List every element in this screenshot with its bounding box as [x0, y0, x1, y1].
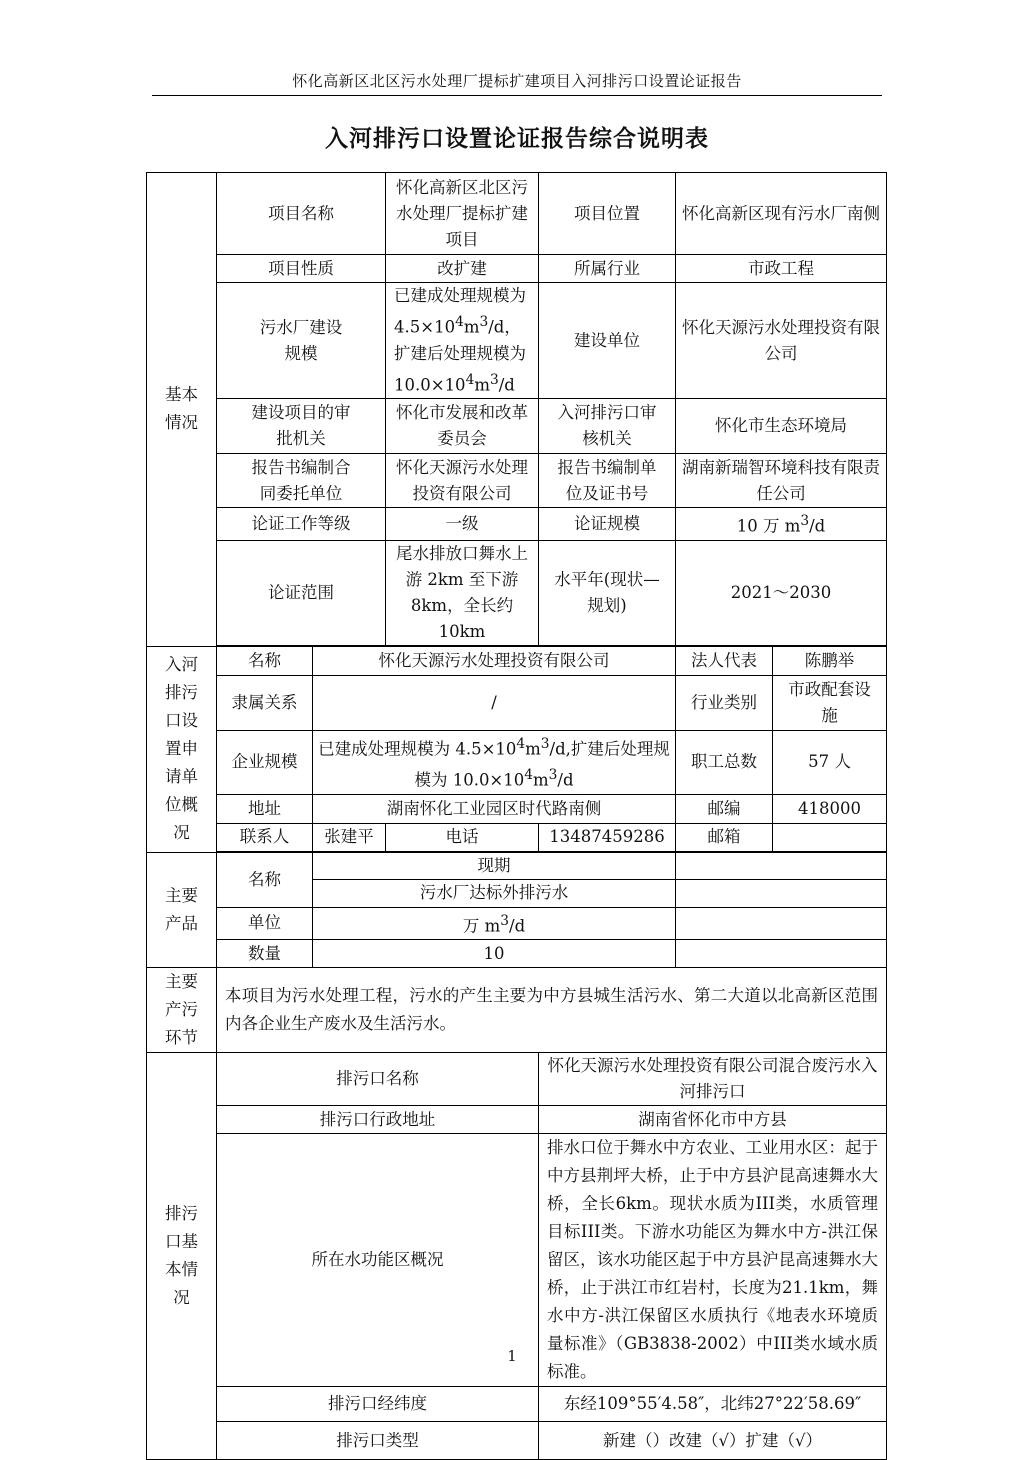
value-product-unit: 万 $m^3/d$ — [313, 907, 676, 940]
label-grade: 论证工作等级 — [217, 508, 386, 541]
value-product-period: 现期 — [313, 852, 676, 879]
value-staff-count: 57 人 — [773, 730, 887, 794]
value-outlet-approver: 怀化市生态环境局 — [676, 399, 887, 454]
label-outlet-coords: 排污口经纬度 — [217, 1387, 539, 1422]
label-client: 报告书编制合同委托单位 — [217, 454, 386, 508]
label-product-qty: 数量 — [217, 940, 313, 968]
value-project-location: 怀化高新区现有污水厂南侧 — [676, 173, 887, 255]
label-phone: 电话 — [386, 823, 539, 851]
pollution-description: 本项目为污水处理工程，污水的产生主要为中方县城生活污水、第二大道以北高新区范围内各企业生产废水及生活污水。 — [217, 968, 887, 1053]
label-water-function: 所在水功能区概况 — [217, 1134, 539, 1387]
label-project-nature: 项目性质 — [217, 255, 386, 283]
label-range: 论证范围 — [217, 540, 386, 645]
value-project-name: 怀化高新区北区污水处理厂提标扩建项目 — [386, 173, 539, 255]
label-product-name: 名称 — [217, 852, 313, 907]
value-outlet-type: 新建（）改建（√）扩建（√） — [539, 1422, 887, 1460]
label-approver: 建设项目的审批机关 — [217, 399, 386, 454]
label-plant-scale: 污水厂建设规模 — [217, 283, 386, 399]
label-org-name: 名称 — [217, 646, 313, 675]
label-industry-category: 行业类别 — [676, 675, 773, 730]
label-outlet-name: 排污口名称 — [217, 1053, 539, 1106]
value-approver: 怀化市发展和改革委员会 — [386, 399, 539, 454]
label-outlet-approver: 入河排污口审核机关 — [539, 399, 676, 454]
value-outlet-coords: 东经109°55′4.58″，北纬27°22′58.69″ — [539, 1387, 887, 1422]
label-project-name: 项目名称 — [217, 173, 386, 255]
value-email — [773, 823, 887, 851]
value-affiliation: / — [313, 675, 676, 730]
label-staff-count: 职工总数 — [676, 730, 773, 794]
label-demo-scale: 论证规模 — [539, 508, 676, 541]
page-title: 入河排污口设置论证报告综合说明表 — [325, 125, 709, 152]
value-org-name: 怀化天源污水处理投资有限公司 — [313, 646, 676, 675]
section-applicant-label: 入河排污口设置申请单位概况 — [147, 646, 217, 852]
label-writer: 报告书编制单位及证书号 — [539, 454, 676, 508]
value-legal-rep: 陈鹏举 — [773, 646, 887, 675]
value-range: 尾水排放口舞水上游 2km 至下游 8km，全长约 10km — [386, 540, 539, 645]
value-water-function: 排水口位于舞水中方农业、工业用水区：起于中方县荆坪大桥，止于中方县沪昆高速舞水大桥，全长6km。现状水质为III类，水质管理目标III类。下游水功能区为舞水中方-洪江保留区，该水功能区起于中方县沪昆高速舞水大桥，止于洪江市红岩村，长度为21.1km，舞水中方-洪江保留区水质执行《地表水环境质量标准》（GB3838-2002）中III类水域水质标准。 — [539, 1134, 887, 1387]
section-pollution-label: 主要产污环节 — [147, 968, 217, 1053]
label-project-location: 项目位置 — [539, 173, 676, 255]
value-contact: 张建平 — [313, 823, 386, 851]
label-outlet-type: 排污口类型 — [217, 1422, 539, 1460]
value-postcode: 418000 — [773, 794, 887, 823]
summary-table — [146, 172, 887, 1460]
value-builder: 怀化天源污水处理投资有限公司 — [676, 283, 887, 399]
label-outlet-admin: 排污口行政地址 — [217, 1106, 539, 1134]
label-email: 邮箱 — [676, 823, 773, 851]
value-plant-scale: 已建成处理规模为$4.5\times 10^4m^3/d$，扩建后处理规模为$10.0\times 10^4m^3/d$ — [386, 283, 539, 399]
value-industry-category: 市政配套设施 — [773, 675, 887, 730]
value-product-name: 污水厂达标外排污水 — [313, 879, 676, 907]
value-phone: 13487459286 — [539, 823, 676, 851]
label-enterprise-scale: 企业规模 — [217, 730, 313, 794]
label-contact: 联系人 — [217, 823, 313, 851]
value-outlet-admin: 湖南省怀化市中方县 — [539, 1106, 887, 1134]
label-horizon-year: 水平年(现状—规划) — [539, 540, 676, 645]
running-header: 怀化高新区北区污水处理厂提标扩建项目入河排污口设置论证报告 — [292, 72, 742, 90]
value-address: 湖南怀化工业园区时代路南侧 — [313, 794, 676, 823]
label-product-unit: 单位 — [217, 907, 313, 940]
value-grade: 一级 — [386, 508, 539, 541]
value-writer: 湖南新瑞智环境科技有限责任公司 — [676, 454, 887, 508]
label-builder: 建设单位 — [539, 283, 676, 399]
value-enterprise-scale: 已建成处理规模为 $4.5\times 10^4m^3/d$,扩建后处理规模为 $10.0\times 10^4m^3/d$ — [313, 730, 676, 794]
section-products-label: 主要产品 — [147, 852, 217, 968]
label-postcode: 邮编 — [676, 794, 773, 823]
label-address: 地址 — [217, 794, 313, 823]
product-blank-4 — [676, 940, 887, 968]
product-blank-2 — [676, 879, 887, 907]
value-industry: 市政工程 — [676, 255, 887, 283]
page-number: 1 — [507, 1347, 517, 1365]
label-industry: 所属行业 — [539, 255, 676, 283]
value-client: 怀化天源污水处理投资有限公司 — [386, 454, 539, 508]
value-horizon-year: 2021～2030 — [676, 540, 887, 645]
product-blank-1 — [676, 852, 887, 879]
product-blank-3 — [676, 907, 887, 940]
label-affiliation: 隶属关系 — [217, 675, 313, 730]
label-legal-rep: 法人代表 — [676, 646, 773, 675]
section-basic-label: 基本情况 — [147, 173, 217, 647]
value-product-qty: 10 — [313, 940, 676, 968]
value-demo-scale: 10 万 $m^3/d$ — [676, 508, 887, 541]
section-outlet-label: 排污口基本情况 — [147, 1053, 217, 1460]
value-project-nature: 改扩建 — [386, 255, 539, 283]
value-outlet-name: 怀化天源污水处理投资有限公司混合废污水入河排污口 — [539, 1053, 887, 1106]
header-rule — [152, 95, 882, 96]
